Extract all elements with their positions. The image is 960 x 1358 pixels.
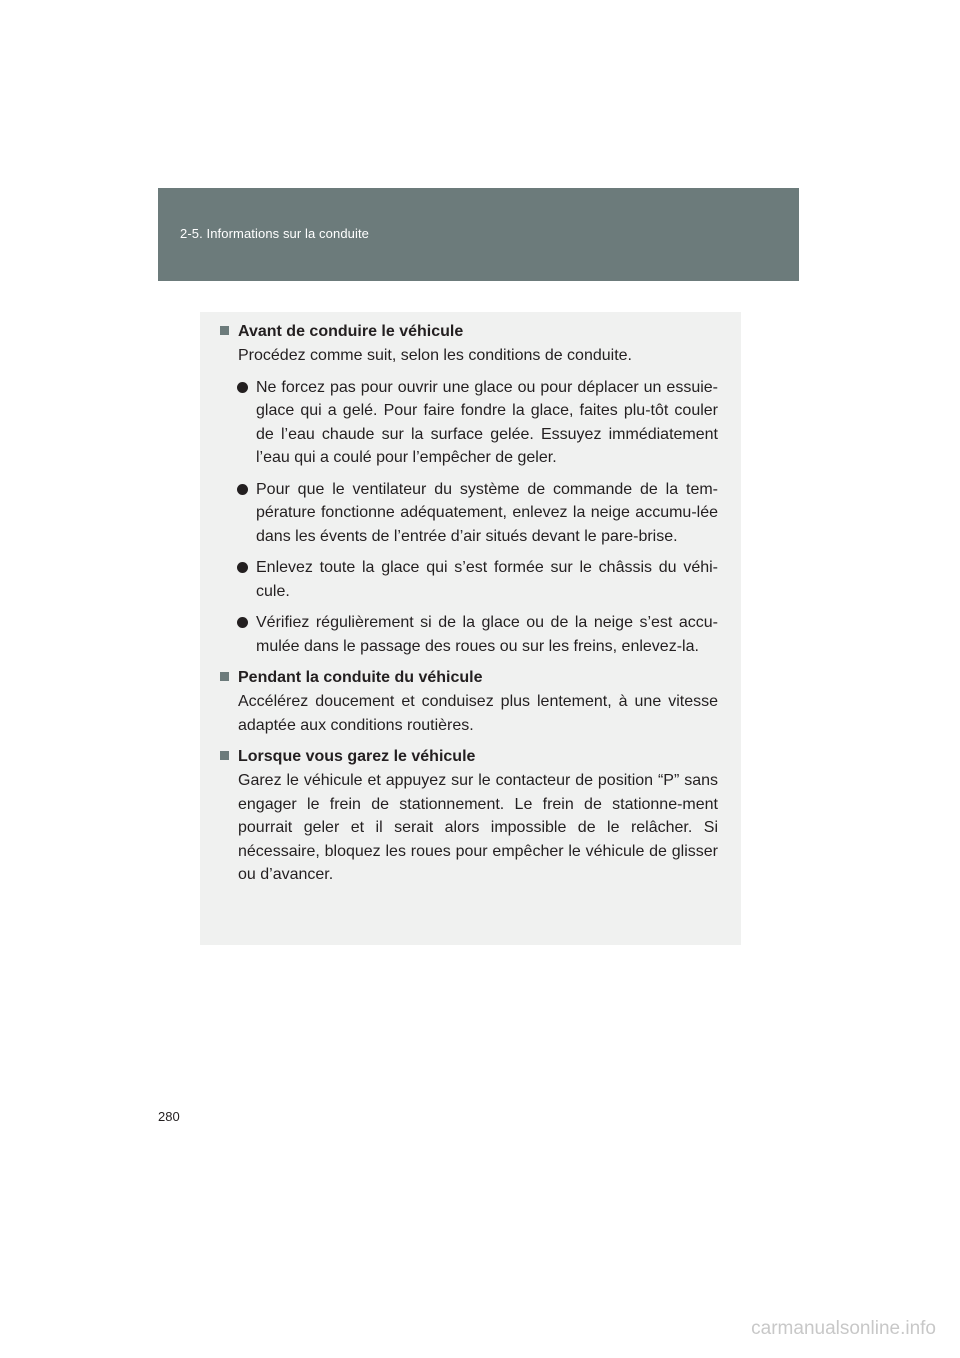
chapter-header <box>158 188 799 281</box>
section-heading <box>220 320 718 343</box>
section-heading-text: Pendant la conduite du véhicule <box>238 669 483 686</box>
circle-bullet-icon <box>237 617 248 628</box>
section-heading-text: Lorsque vous garez le véhicule <box>238 748 476 765</box>
section-intro: Garez le véhicule et appuyez sur le contacteur de position “P” sans engager le frein de stationnement. Le frein de stationne-ment pourrait geler et il serait alors impossible de le relâcher. Si nécessaire, bloquez les roues pour empêcher le véhicule de glisser ou d’avancer. <box>238 772 718 883</box>
section-when-parking <box>220 745 718 887</box>
list-item <box>256 376 718 470</box>
section-heading <box>220 666 718 689</box>
section-title: 2-5. Informations sur la conduite <box>180 226 370 241</box>
section-intro: Procédez comme suit, selon les conditions de conduite. <box>238 347 632 364</box>
list-item-text: Pour que le ventilateur du système de commande de la tem-pérature fonctionne adéquatement, enlevez la neige accumu-lée dans les évents de l’entrée d’air situés devant le pare-brise. <box>256 480 718 545</box>
page-number: 280 <box>158 1109 180 1124</box>
list-item <box>256 611 718 658</box>
circle-bullet-icon <box>237 382 248 393</box>
list-item <box>256 556 718 603</box>
square-bullet-icon <box>220 751 229 760</box>
section-intro: Accélérez doucement et conduisez plus lentement, à une vitesse adaptée aux conditions routières. <box>238 693 718 734</box>
list-item <box>256 478 718 549</box>
list-item-text: Enlevez toute la glace qui s’est formée sur le châssis du véhi-cule. <box>256 559 718 600</box>
watermark: carmanualsonline.info <box>751 1318 936 1339</box>
circle-bullet-icon <box>237 562 248 573</box>
section-heading <box>220 745 718 768</box>
section-while-driving <box>220 666 718 737</box>
square-bullet-icon <box>220 672 229 681</box>
list-item-text: Vérifiez régulièrement si de la glace ou de la neige s’est accu-mulée dans le passage des roues ou sur les freins, enlevez-la. <box>256 614 718 655</box>
content-box <box>200 312 741 945</box>
list-item-text: Ne forcez pas pour ouvrir une glace ou pour déplacer un essuie-glace qui a gelé. Pour faire fondre la glace, faites plu-tôt couler de l’eau chaude sur la surface gelée. Essuyez immédiatement l’eau qui a coulé pour l’empêcher de geler. <box>256 378 718 466</box>
circle-bullet-icon <box>237 484 248 495</box>
section-before-driving <box>220 320 718 658</box>
square-bullet-icon <box>220 326 229 335</box>
bullet-list <box>220 376 718 659</box>
section-heading-text: Avant de conduire le véhicule <box>238 323 464 340</box>
